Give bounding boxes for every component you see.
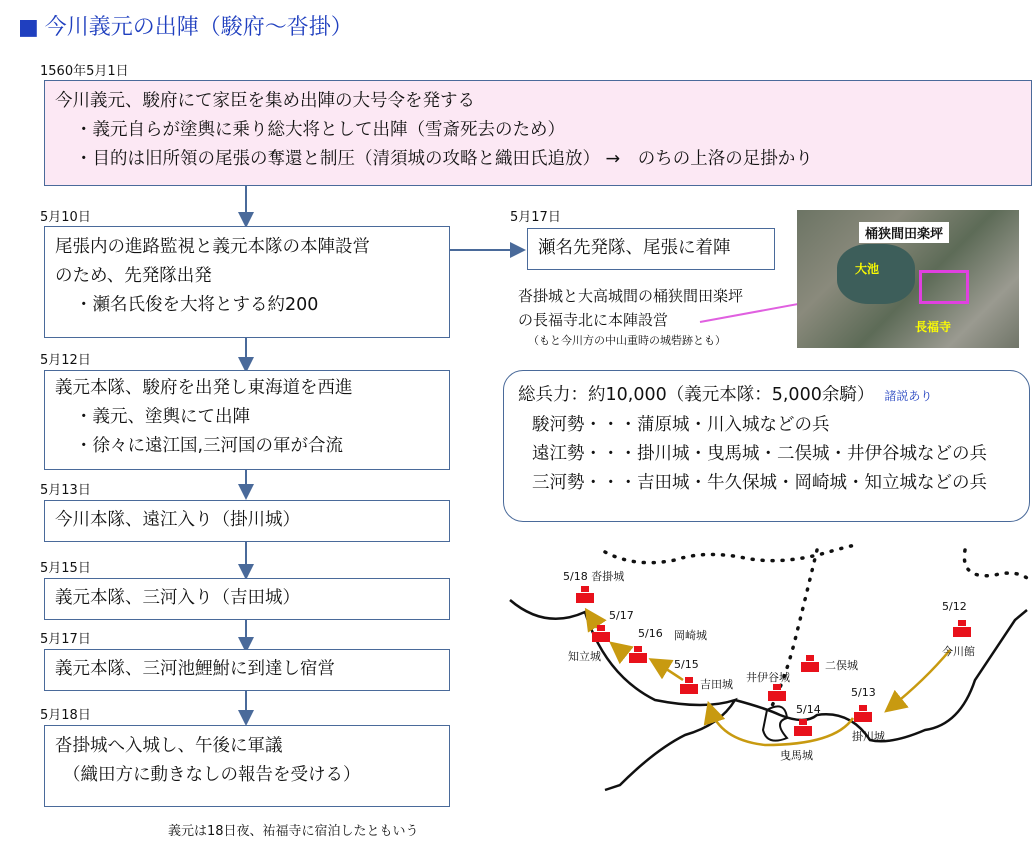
date-label: 5月12日 bbox=[40, 353, 91, 368]
date-label: 5月13日 bbox=[40, 483, 91, 498]
camp-note-line: 沓掛城と大高城間の桶狭間田楽坪 bbox=[518, 287, 744, 305]
forces-row: 駿河勢・・・蒲原城・川入城などの兵 bbox=[532, 415, 830, 435]
castle-date: 5/17 bbox=[609, 609, 634, 622]
castle-icon bbox=[853, 705, 873, 725]
event-text: 沓掛城へ入城し、午後に軍議 bbox=[55, 736, 283, 756]
event-text: ・徐々に遠江国,三河国の軍が合流 bbox=[75, 436, 344, 456]
castle-icon bbox=[575, 586, 595, 606]
castle-name: 今川館 bbox=[942, 645, 975, 658]
advance-arrival-box bbox=[527, 228, 775, 270]
event-text: 尾張内の進路監視と義元本隊の本陣設営 bbox=[55, 237, 370, 257]
castle-name: 曳馬城 bbox=[780, 749, 813, 762]
castle-name: 掛川城 bbox=[852, 730, 885, 743]
date-label: 5月17日 bbox=[40, 632, 91, 647]
castle-date: 5/16 bbox=[638, 627, 663, 640]
border-dotted bbox=[605, 545, 855, 563]
date-label: 5月15日 bbox=[40, 561, 91, 576]
castle-date: 5/14 bbox=[796, 703, 821, 716]
castle-name: 岡崎城 bbox=[674, 629, 707, 642]
highlight-frame bbox=[919, 270, 969, 304]
castle-icon bbox=[679, 677, 699, 697]
event-box-0513 bbox=[44, 500, 450, 542]
event-text: 義元本隊、三河入り（吉田城） bbox=[55, 588, 300, 608]
square-bullet-icon: ■ bbox=[18, 15, 39, 40]
forces-head bbox=[518, 381, 1015, 411]
event-text: のため、先発隊出発 bbox=[55, 266, 212, 286]
date-label: 5月10日 bbox=[40, 210, 91, 225]
title-text: 今川義元の出陣（駿府～沓掛） bbox=[44, 15, 353, 40]
castle-name: 吉田城 bbox=[700, 678, 733, 691]
forces-total: 総兵力：約10,000（義元本隊：5,000余騎） bbox=[518, 385, 875, 405]
event-text: （織田方に動きなしの報告を受ける） bbox=[63, 765, 361, 785]
castle-date: 5/13 bbox=[851, 686, 876, 699]
aerial-photo bbox=[797, 210, 1019, 348]
event-text: 瀬名先発隊、尾張に着陣 bbox=[538, 238, 731, 258]
event-text: 今川義元、駿府にて家臣を集め出陣の大号令を発する bbox=[55, 91, 475, 111]
date-label: 5月18日 bbox=[40, 708, 91, 723]
event-text: ・目的は旧所領の尾張の奪還と制圧（清須城の攻略と織田氏追放） → のちの上洛の足掛かり bbox=[75, 149, 813, 169]
castle-icon bbox=[952, 620, 972, 640]
forces-row: 三河勢・・・吉田城・牛久保城・岡崎城・知立城などの兵 bbox=[532, 473, 987, 493]
event-text: 義元本隊、駿府を出発し東海道を西進 bbox=[55, 378, 353, 398]
route-arrow bbox=[890, 650, 950, 708]
event-box-0510 bbox=[44, 226, 450, 338]
event-box-0512 bbox=[44, 370, 450, 470]
event-box-0518 bbox=[44, 725, 450, 807]
event-box-0517 bbox=[44, 649, 450, 691]
event-box-0515 bbox=[44, 578, 450, 620]
date-label: 5月17日 bbox=[510, 210, 561, 225]
castle-icon bbox=[591, 625, 611, 645]
event-text: ・瀬名氏俊を大将とする約200 bbox=[75, 295, 319, 315]
castle-name: 知立城 bbox=[568, 650, 601, 663]
castle-icon bbox=[767, 684, 787, 704]
castle-icon bbox=[800, 655, 820, 675]
event-text: ・義元、塗輿にて出陣 bbox=[75, 407, 250, 427]
border-dotted bbox=[964, 550, 1027, 578]
forces-row: 遠江勢・・・掛川城・曳馬城・二俣城・井伊谷城などの兵 bbox=[532, 444, 987, 464]
castle-icon bbox=[628, 646, 648, 666]
event-text: ・義元自らが塗輿に乗り総大将として出陣（雪斎死去のため） bbox=[75, 120, 565, 140]
castle-icon bbox=[793, 719, 813, 739]
temple-label: 長福寺 bbox=[915, 320, 952, 334]
route-arrow bbox=[615, 646, 628, 653]
camp-note bbox=[518, 284, 743, 332]
castle-date: 5/12 bbox=[942, 600, 967, 613]
event-text: 義元本隊、三河池鯉鮒に到達し宿営 bbox=[55, 659, 335, 679]
event-text: 今川本隊、遠江入り（掛川城） bbox=[55, 510, 300, 530]
date-label: 1560年5月1日 bbox=[40, 64, 129, 79]
castle-date: 5/15 bbox=[674, 658, 699, 671]
castle-name: 井伊谷城 bbox=[746, 671, 790, 684]
forces-note: 諸説あり bbox=[884, 389, 933, 403]
camp-note-sub: （もと今川方の中山重時の城砦跡とも） bbox=[528, 334, 726, 347]
photo-title: 桶狭間田楽坪 bbox=[859, 222, 949, 243]
pond-label: 大池 bbox=[855, 262, 880, 276]
castle-label: 5/18 沓掛城 bbox=[563, 570, 625, 583]
camp-note-line: の長福寺北に本陣設営 bbox=[518, 311, 669, 329]
footnote: 義元は18日夜、祐福寺に宿泊したともいう bbox=[168, 824, 419, 839]
castle-name: 二俣城 bbox=[825, 659, 858, 672]
forces-box bbox=[503, 370, 1030, 522]
event-box-0501 bbox=[44, 80, 1032, 186]
